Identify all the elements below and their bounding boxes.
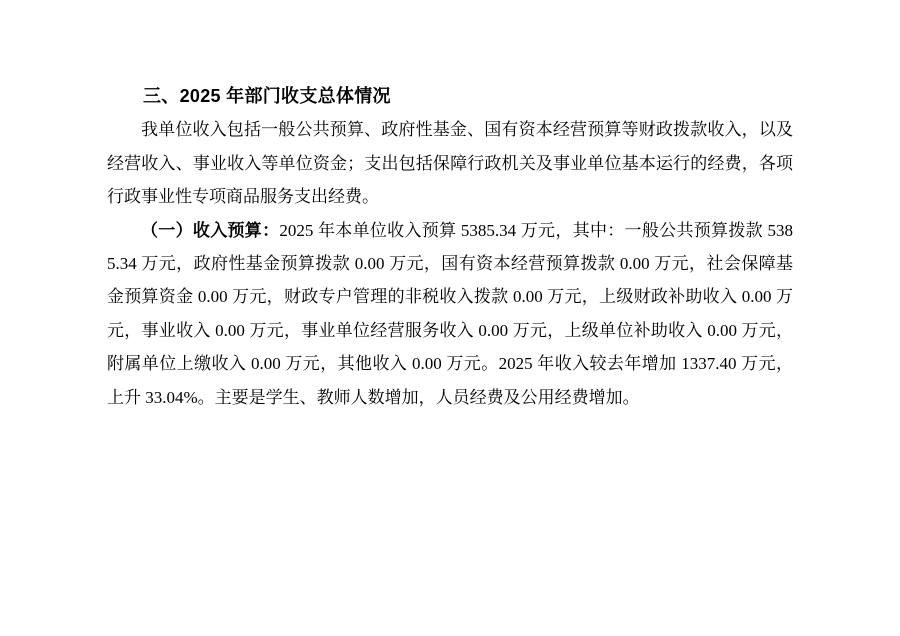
paragraph-income-budget — [107, 214, 793, 414]
paragraph-income-budget-text: 2025 年本单位收入预算 5385.34 万元，其中：一般公共预算拨款 5385.34 万元，政府性基金预算拨款 0.00 万元，国有资本经营预算拨款 0.00 万元，社会保障基金预算资金 0.00 万元，财政专户管理的非税收入拨款 0.00 万元，上级财政补助收入 0.00 万元，事业收入 0.00 万元，事业单位经营服务收入 0.00 万元，上级单位补助收入 0.00 万元，附属单位上缴收入 0.00 万元，其他收入 0.00 万元。2025 年收入较去年增加 1337.40 万元，上升 33.04%。主要是学生、教师人数增加，人员经费及公用经费增加。 — [107, 220, 794, 407]
section-heading: 三、2025 年部门收支总体情况 — [143, 86, 391, 106]
paragraph-income-budget-lead: （一）收入预算： — [141, 220, 280, 240]
paragraph-overview: 我单位收入包括一般公共预算、政府性基金、国有资本经营预算等财政拨款收入，以及经营收入、事业收入等单位资金；支出包括保障行政机关及事业单位基本运行的经费，各项行政事业性专项商品服务支出经费。 — [107, 120, 793, 207]
